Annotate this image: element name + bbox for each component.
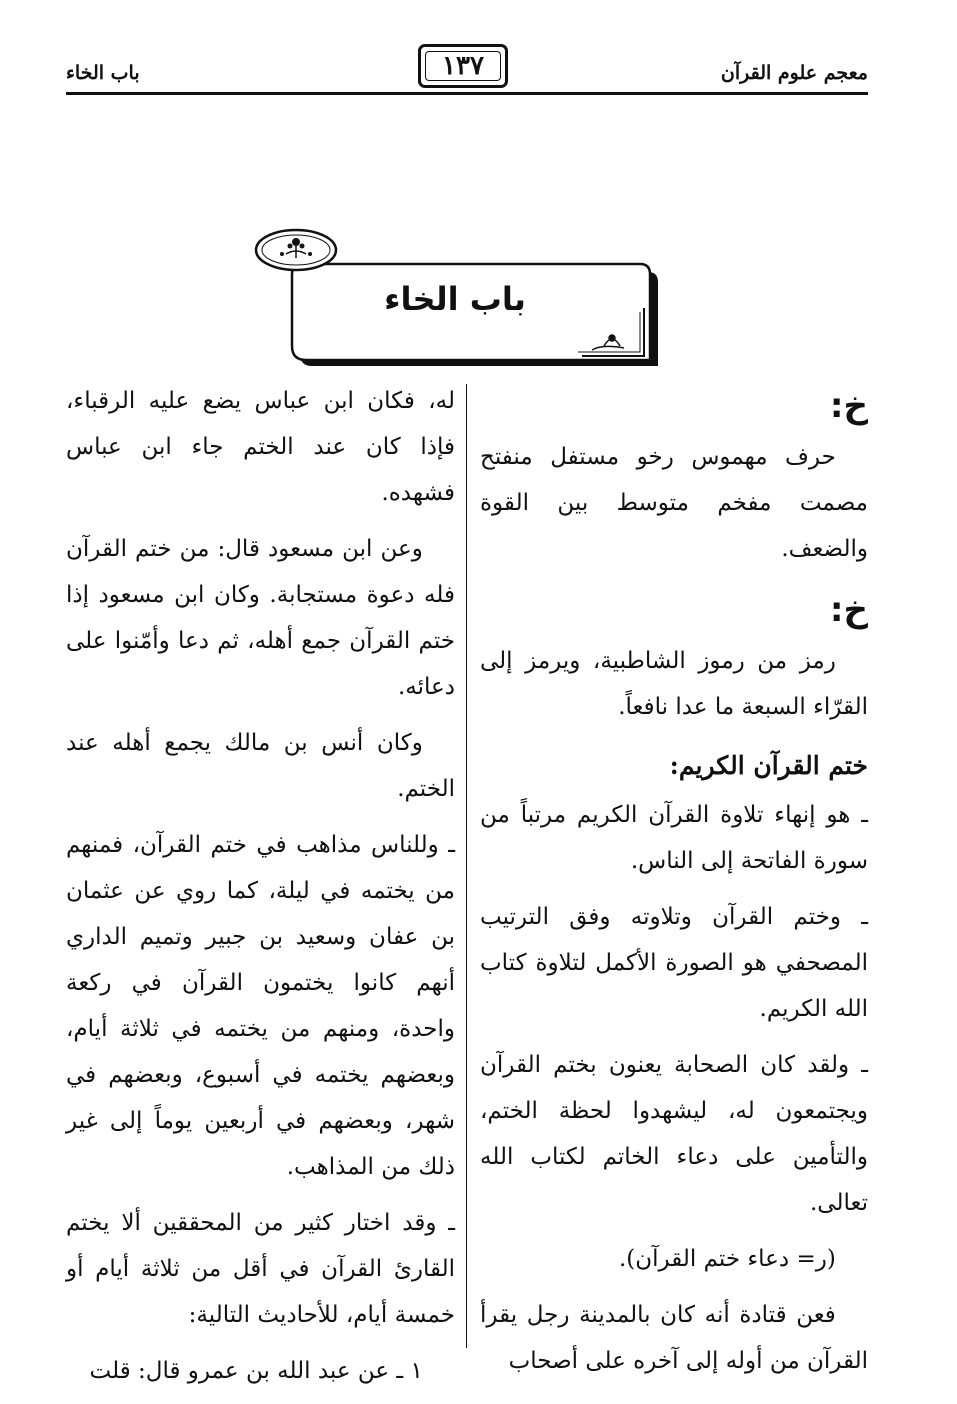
page-header <box>66 40 868 100</box>
entry-heading-khatm: ختم القرآن الكريم: <box>669 751 868 780</box>
left-column <box>66 378 455 1404</box>
khatm-paragraph-3: ـ ولقد كان الصحابة يعنون بختم القرآن ويجتمعون له، ليشهدوا لحظة الختم، والتأمين على دعاء الخاتم لكتاب الله تعالى. <box>480 1052 868 1216</box>
entry-text-kha-2: رمز من رموز الشاطبية، ويرمز إلى القرّاء السبعة ما عدا نافعاً. <box>480 648 868 720</box>
chapter-title: باب الخاء <box>384 280 526 318</box>
right-column <box>480 378 868 1394</box>
header-rule <box>66 92 868 95</box>
left-paragraph-3: وكان أنس بن مالك يجمع أهله عند الختم. <box>66 730 455 802</box>
khatm-paragraph-5: فعن قتادة أنه كان بالمدينة رجل يقرأ القرآن من أوله إلى آخره على أصحاب <box>480 1302 868 1374</box>
khatm-cross-reference: (ر= دعاء ختم القرآن). <box>618 1246 836 1272</box>
page-number-frame <box>418 44 508 88</box>
khatm-paragraph-1: ـ هو إنهاء تلاوة القرآن الكريم مرتباً من سورة الفاتحة إلى الناس. <box>480 802 868 874</box>
khatm-paragraph-2: ـ وختم القرآن وتلاوته وفق الترتيب المصحفي هو الصورة الأكمل لتلاوة كتاب الله الكريم. <box>480 904 868 1022</box>
entry-heading-kha-1: خ: <box>829 386 868 426</box>
left-paragraph-1: له، فكان ابن عباس يضع عليه الرقباء، فإذا كان عند الختم جاء ابن عباس فشهده. <box>66 388 455 506</box>
entry-heading-kha-2: خ: <box>829 590 868 630</box>
page-number: ١٣٧ <box>442 51 484 81</box>
entry-text-kha-1: حرف مهموس رخو مستفل منفتح مصمت مفخم متوسط بين القوة والضعف. <box>480 444 868 562</box>
chapter-frame <box>252 228 658 368</box>
left-paragraph-5: ـ وقد اختار كثير من المحققين ألا يختم القارئ القرآن في أقل من ثلاثة أيام أو خمسة أيام، للأحاديث التالية: <box>66 1210 455 1328</box>
left-paragraph-4: ـ وللناس مذاهب في ختم القرآن، فمنهم من يختمه في ليلة، كما روي عن عثمان بن عفان وسعيد بن جبير وتميم الداري أنهم كانوا يختمون القرآن في ركعة واحدة، ومنهم من يختمه في ثلاثة أيام، وبعضهم يختمه في أسبوع، وبعضهم في شهر، وبعضهم في أربعين يوماً إلى غير ذلك من المذاهب. <box>66 832 455 1180</box>
running-chapter-title: باب الخاء <box>66 62 140 84</box>
book-title: معجم علوم القرآن <box>720 62 868 84</box>
left-paragraph-2: وعن ابن مسعود قال: من ختم القرآن فله دعوة مستجابة. وكان ابن مسعود إذا ختم القرآن جمع أهله، ثم دعا وأمّنوا على دعائه. <box>66 536 455 700</box>
column-divider <box>466 384 467 1348</box>
left-paragraph-6: ١ ـ عن عبد الله بن عمرو قال: قلت <box>89 1358 423 1384</box>
